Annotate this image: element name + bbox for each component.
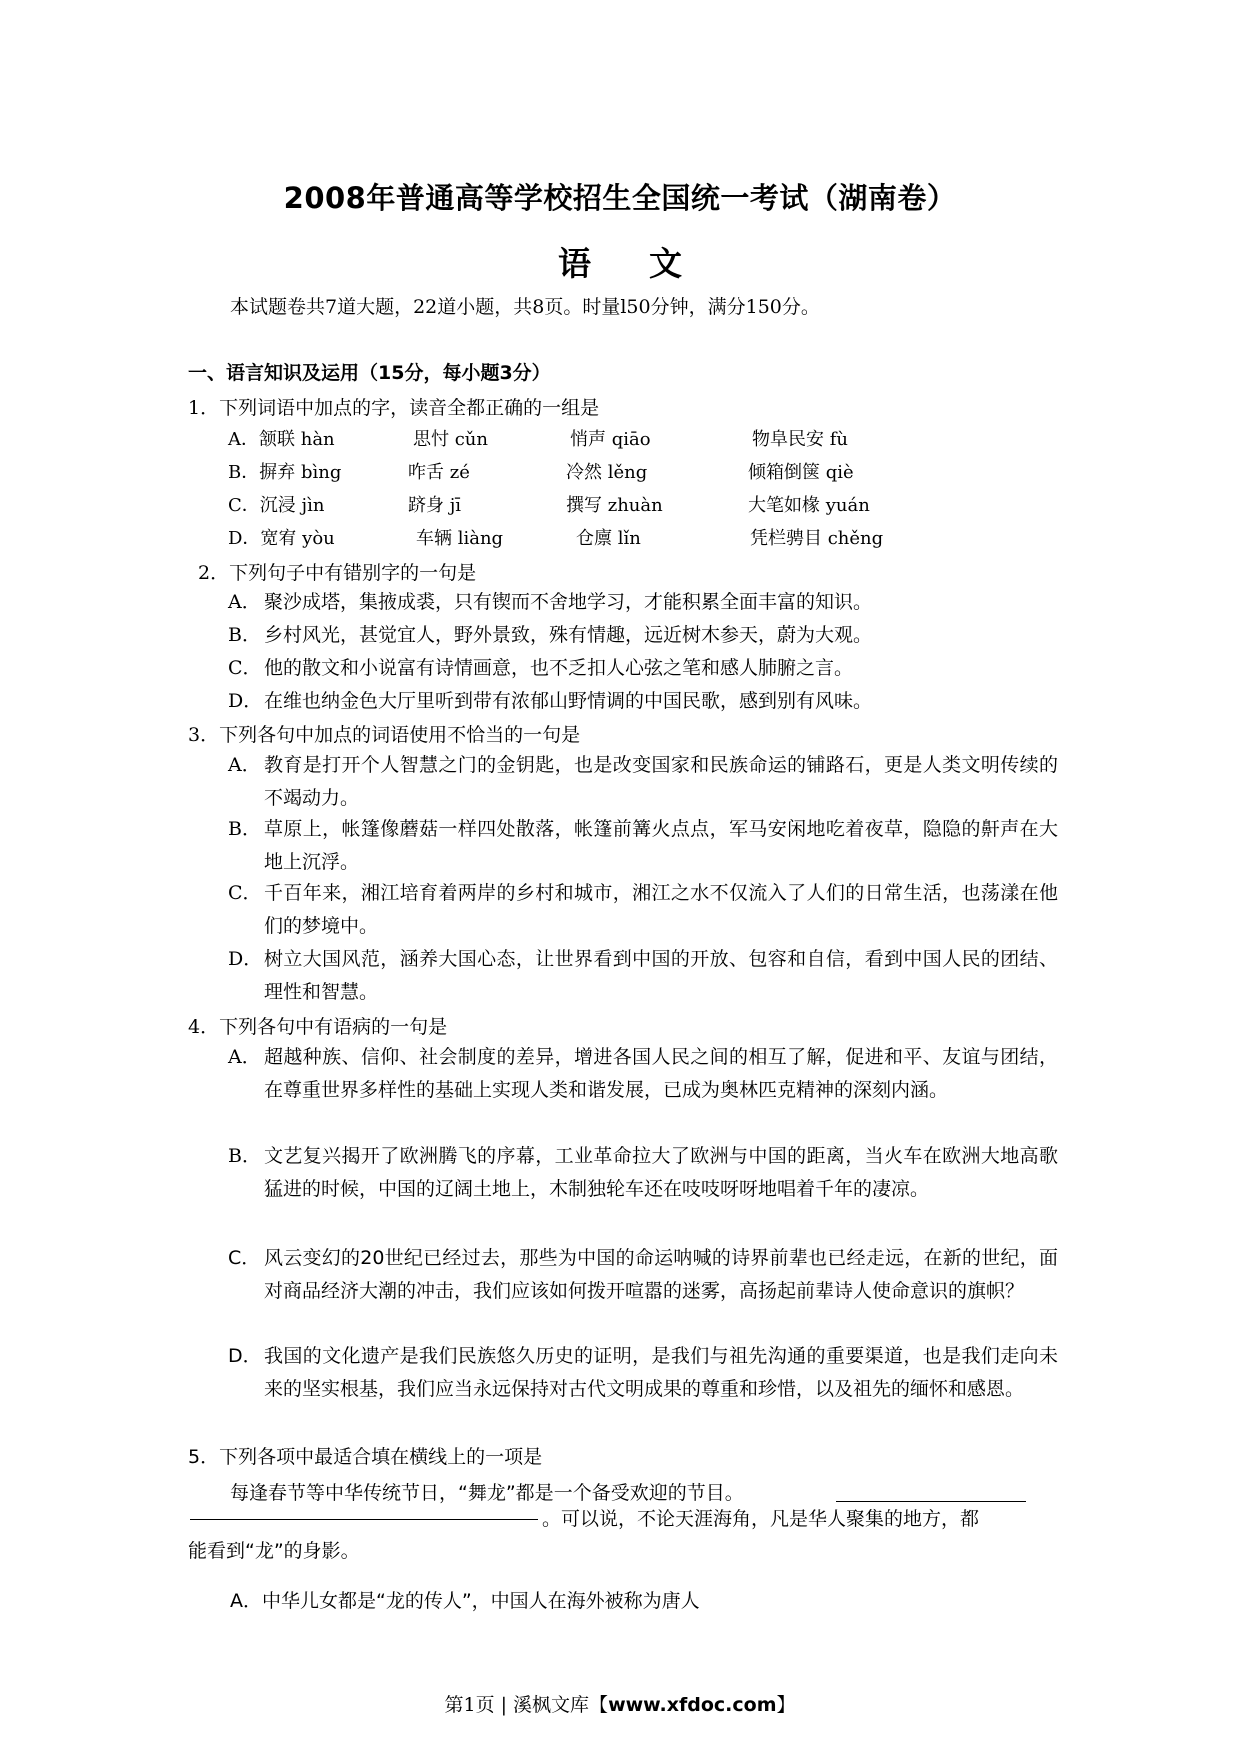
footer-end: 】 <box>776 1694 796 1716</box>
question-5-passage-line-3: 能看到“龙”的身影。 <box>188 1540 360 1562</box>
question-4-option-d <box>228 1340 1058 1406</box>
option-label: A． <box>228 1046 261 1068</box>
option-label: A． <box>228 754 261 776</box>
q1-c-2: 跻身 jī <box>408 495 462 516</box>
option-label: B． <box>228 1145 261 1167</box>
option-label: C． <box>228 882 262 904</box>
option-text: 我国的文化遗产是我们民族悠久历史的证明，是我们与祖先沟通的重要渠道，也是我们走向未来的坚实根基，我们应当永远保持对古代文明成果的尊重和珍惜，以及祖先的缅怀和感恩。 <box>264 1345 1058 1400</box>
q1-d-3: 仓廪 lǐn <box>576 528 641 549</box>
question-5-passage-line-2: 。可以说，不论天涯海角，凡是华人聚集的地方，都 <box>542 1508 980 1530</box>
question-5-stem: 5．下列各项中最适合填在横线上的一项是 <box>188 1446 543 1468</box>
option-text: 树立大国风范，涵养大国心态，让世界看到中国的开放、包容和自信，看到中国人民的团结、理性和智慧。 <box>264 948 1058 1003</box>
option-label: D． <box>228 948 263 970</box>
option-text: 风云变幻的20世纪已经过去，那些为中国的命运呐喊的诗界前辈也已经走远，在新的世纪，面对商品经济大潮的冲击，我们应该如何拨开喧嚣的迷雾，高扬起前辈诗人使命意识的旗帜？ <box>264 1247 1058 1302</box>
q1-d-2: 车辆 liàng <box>416 528 504 549</box>
page-number: 1 <box>463 1694 476 1716</box>
q1-a-1: A．颔联 hàn <box>228 429 335 450</box>
option-label: D． <box>228 1345 262 1367</box>
q1-b-2: 咋舌 zé <box>408 462 470 483</box>
q1-a-3: 悄声 qiāo <box>570 429 651 450</box>
q1-a-4: 物阜民安 fù <box>752 429 848 450</box>
option-label: B． <box>228 818 261 840</box>
question-2-option-d <box>228 685 1058 718</box>
option-label: C． <box>228 657 262 679</box>
q1-c-1: C．沉浸 jìn <box>228 495 325 516</box>
footer-prefix: 第 <box>444 1694 464 1716</box>
option-text: 千百年来，湘江培育着两岸的乡村和城市，湘江之水不仅流入了人们的日常生活，也荡漾在他们的梦境中。 <box>264 882 1058 937</box>
question-4-option-b <box>228 1140 1058 1206</box>
option-text: 教育是打开个人智慧之门的金钥匙，也是改变国家和民族命运的铺路石，更是人类文明传续的不竭动力。 <box>264 754 1058 809</box>
question-5-option-a: A．中华儿女都是“龙的传人”，中国人在海外被称为唐人 <box>230 1590 700 1612</box>
page-footer <box>0 1690 1240 1717</box>
option-text: 乡村风光，甚觉宜人，野外景致，殊有情趣，远近树木参天，蔚为大观。 <box>264 624 873 646</box>
question-4-option-c <box>228 1242 1058 1308</box>
q1-b-1: B．摒弃 bìng <box>228 462 342 483</box>
subject-title: 语文 <box>558 244 740 283</box>
question-4-option-a <box>228 1041 1058 1107</box>
question-3-option-c <box>228 877 1058 943</box>
option-text: 聚沙成塔，集掖成裘，只有锲而不舍地学习，才能积累全面丰富的知识。 <box>264 591 873 613</box>
option-text: 文艺复兴揭开了欧洲腾飞的序幕，工业革命拉大了欧洲与中国的距离，当火车在欧洲大地高歌猛进的时候，中国的辽阔土地上，木制独轮车还在吱吱呀呀地唱着千年的凄凉。 <box>264 1145 1058 1200</box>
option-text: 超越种族、信仰、社会制度的差异，增进各国人民之间的相互了解，促进和平、友谊与团结，在尊重世界多样性的基础上实现人类和谐发展，已成为奥林匹克精神的深刻内涵。 <box>264 1046 1058 1101</box>
q1-c-4: 大笔如椽 yuán <box>748 495 870 516</box>
exam-intro: 本试题卷共7道大题，22道小题，共8页。时量l50分钟，满分150分。 <box>230 296 820 318</box>
question-5-passage-line-1: 每逢春节等中华传统节日，“舞龙”都是一个备受欢迎的节目。 <box>230 1482 744 1504</box>
option-text: 草原上，帐篷像蘑菇一样四处散落，帐篷前篝火点点，军马安闲地吃着夜草，隐隐的鼾声在大地上沉浮。 <box>264 818 1058 873</box>
question-1-stem: 1．下列词语中加点的字，读音全都正确的一组是 <box>188 397 600 419</box>
section-heading: 一、语言知识及运用（15分，每小题3分） <box>188 362 551 384</box>
question-2-option-b <box>228 619 1058 652</box>
footer-site-link[interactable]: www.xfdoc.com <box>608 1694 777 1716</box>
option-text: 他的散文和小说富有诗情画意，也不乏扣人心弦之笔和感人肺腑之言。 <box>264 657 854 679</box>
question-2-option-a <box>228 586 1058 619</box>
option-label: B． <box>228 624 261 646</box>
question-3-option-d <box>228 943 1058 1009</box>
question-4-stem: 4．下列各句中有语病的一句是 <box>188 1016 448 1038</box>
q1-d-1: D．宽宥 yòu <box>228 528 335 549</box>
question-3-option-a <box>228 749 1058 815</box>
answer-blank-continued <box>190 1519 538 1520</box>
answer-blank <box>836 1501 1026 1502</box>
option-label: D． <box>228 690 263 712</box>
question-3-stem: 3．下列各句中加点的词语使用不恰当的一句是 <box>188 724 581 746</box>
q1-b-4: 倾箱倒箧 qiè <box>748 462 854 483</box>
q1-c-3: 撰写 zhuàn <box>566 495 663 516</box>
option-text: 在维也纳金色大厅里听到带有浓郁山野情调的中国民歌，感到别有风味。 <box>264 690 873 712</box>
q1-d-4: 凭栏骋目 chěng <box>750 528 884 549</box>
question-2-stem: 2．下列句子中有错别字的一句是 <box>198 562 477 584</box>
exam-title: 2008年普通高等学校招生全国统一考试（湖南卷） <box>283 181 957 215</box>
option-label: C． <box>228 1247 261 1269</box>
footer-text: 页 | 溪枫文库【 <box>475 1694 609 1716</box>
question-2-option-c <box>228 652 1058 685</box>
question-3-option-b <box>228 813 1058 879</box>
option-label: A． <box>228 591 261 613</box>
q1-b-3: 冷然 lěng <box>566 462 648 483</box>
q1-a-2: 思忖 cǔn <box>413 429 488 450</box>
